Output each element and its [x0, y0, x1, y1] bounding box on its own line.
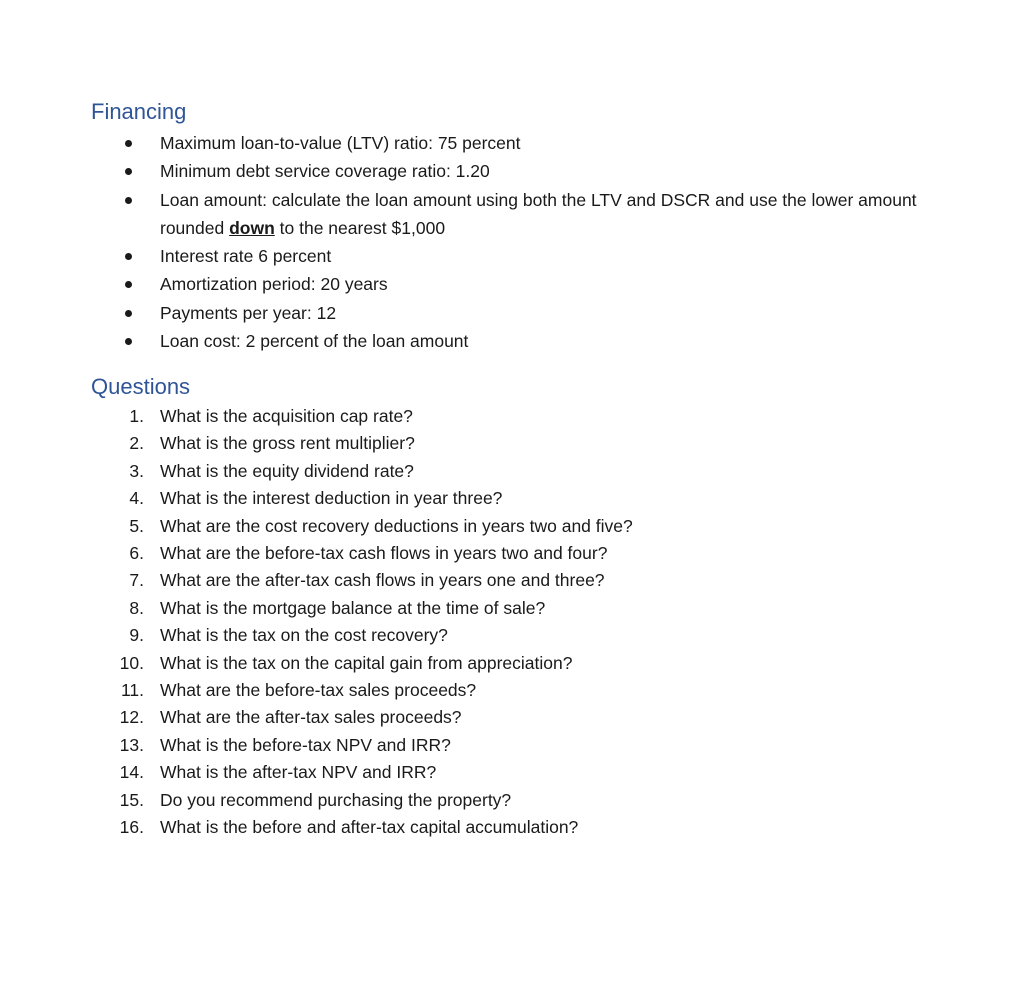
question-text: What is the after-tax NPV and IRR? [160, 762, 437, 783]
financing-item [0, 270, 940, 298]
financing-item-text-pre: Loan amount: calculate the loan amount using both the LTV and DSCR and use the lower amount rounded [160, 189, 917, 238]
question-item [0, 403, 1024, 430]
financing-list [0, 129, 1024, 355]
question-text: What is the mortgage balance at the time of sale? [160, 597, 546, 618]
bullet-icon [125, 253, 132, 260]
financing-item-text: Payments per year: 12 [160, 302, 337, 323]
question-number: 2. [129, 433, 144, 454]
bullet-icon [125, 338, 132, 345]
bullet-icon [125, 310, 132, 317]
question-number: 14. [119, 762, 144, 783]
question-item [0, 540, 1024, 567]
question-text: What is the tax on the capital gain from appreciation? [160, 652, 573, 673]
question-number: 7. [129, 570, 144, 591]
question-number: 12. [119, 707, 144, 728]
question-number: 6. [129, 543, 144, 564]
financing-item [0, 327, 940, 355]
question-number: 11. [120, 680, 144, 701]
question-number: 8. [129, 597, 144, 618]
question-item [0, 787, 1024, 814]
question-text: What is the interest deduction in year three? [160, 488, 503, 509]
financing-item-text: Loan cost: 2 percent of the loan amount [160, 331, 469, 352]
financing-item [0, 157, 940, 185]
question-number: 9. [129, 625, 144, 646]
financing-item [0, 129, 940, 157]
financing-item [0, 299, 940, 327]
financing-item-text: Interest rate 6 percent [160, 246, 332, 267]
question-text: What is the before and after-tax capital accumulation? [160, 817, 579, 838]
financing-item [0, 242, 940, 270]
question-text: What are the cost recovery deductions in years two and five? [160, 515, 633, 536]
bullet-icon [125, 140, 132, 147]
financing-item-text-post: to the nearest $1,000 [274, 217, 446, 238]
bullet-icon [125, 281, 132, 288]
question-item [0, 567, 1024, 594]
question-number: 1. [129, 406, 144, 426]
question-item [0, 458, 1024, 485]
financing-item-text: Amortization period: 20 years [160, 274, 388, 295]
financing-item-text: Minimum debt service coverage ratio: 1.20 [160, 161, 490, 182]
emphasis-down: down [229, 217, 275, 238]
question-item [0, 732, 1024, 759]
question-text: What are the before-tax sales proceeds? [160, 680, 477, 701]
question-text: What is the tax on the cost recovery? [160, 625, 448, 646]
question-text: What is the equity dividend rate? [160, 460, 414, 481]
financing-item [0, 186, 940, 243]
question-item [0, 759, 1024, 786]
question-text: Do you recommend purchasing the property? [160, 789, 512, 810]
question-number: 5. [129, 515, 144, 536]
question-text: What are the after-tax sales proceeds? [160, 707, 462, 728]
financing-item-text: Maximum loan-to-value (LTV) ratio: 75 percent [160, 133, 521, 153]
question-item [0, 650, 1024, 677]
question-text: What are the before-tax cash flows in years two and four? [160, 543, 608, 564]
question-item [0, 595, 1024, 622]
question-item [0, 430, 1024, 457]
question-number: 3. [129, 460, 144, 481]
question-item [0, 513, 1024, 540]
question-item [0, 622, 1024, 649]
question-number: 4. [129, 488, 144, 509]
question-number: 15. [119, 789, 144, 810]
question-text: What is the gross rent multiplier? [160, 433, 415, 454]
question-number: 16. [119, 817, 144, 838]
question-text: What are the after-tax cash flows in years one and three? [160, 570, 605, 591]
question-number: 10. [119, 652, 144, 673]
question-item [0, 485, 1024, 512]
question-text: What is the before-tax NPV and IRR? [160, 734, 451, 755]
question-text: What is the acquisition cap rate? [160, 406, 413, 426]
bullet-icon [125, 168, 132, 175]
question-number: 13. [119, 734, 144, 755]
financing-heading: Financing [91, 99, 187, 124]
questions-heading: Questions [91, 374, 191, 399]
question-item [0, 814, 1024, 841]
question-item [0, 704, 1024, 731]
question-item [0, 677, 1024, 704]
bullet-icon [125, 197, 132, 204]
questions-list [0, 403, 1024, 842]
